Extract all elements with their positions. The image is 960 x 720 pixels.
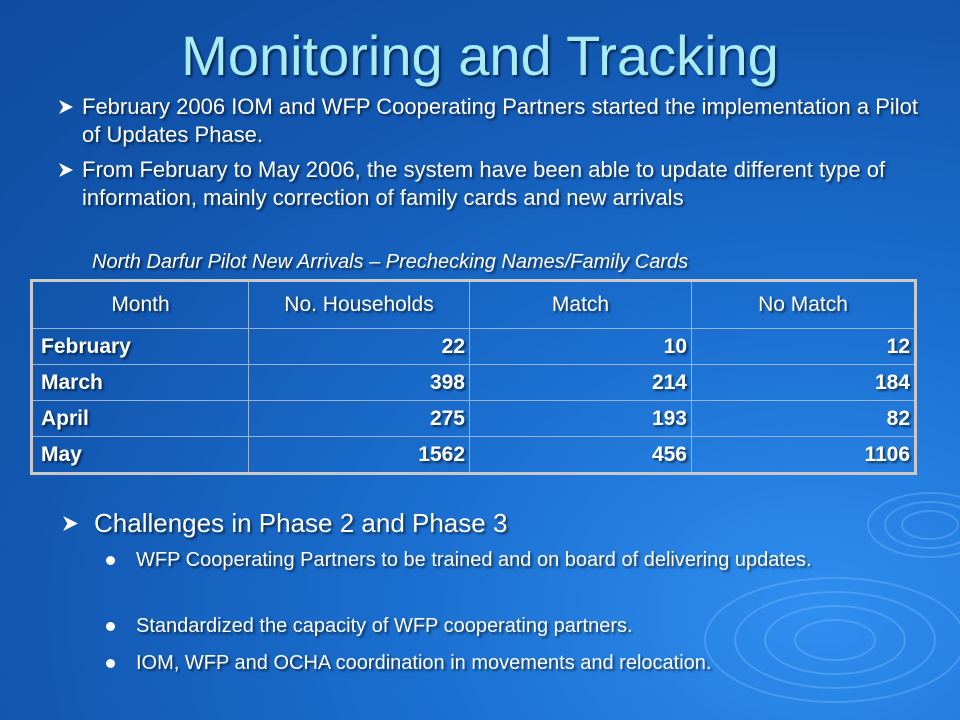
column-header: Month [32,281,249,329]
challenge-text: WFP Cooperating Partners to be trained and on board of delivering updates. [136,549,812,571]
bullet-update-period [58,156,918,212]
bullet-text: From February to May 2006, the system have been able to update different type of information, mainly correction of family cards and new arrivals [82,157,886,210]
column-header: Match [470,281,692,329]
arrivals-table [30,279,917,475]
challenge-text: IOM, WFP and OCHA coordination in movements and relocation. [136,652,712,674]
dot-bullet-icon [106,659,115,668]
slide-title: Monitoring and Tracking [181,24,779,87]
table-row [32,329,916,365]
month-cell: April [32,401,249,437]
bullet-text: February 2006 IOM and WFP Cooperating Partners started the implementation a Pilot of Updates Phase. [82,94,919,147]
match-cell: 10 [470,329,692,365]
challenge-item [106,611,876,641]
month-cell: May [32,437,249,474]
no-match-cell: 12 [692,329,916,365]
challenge-text: Standardized the capacity of WFP cooperating partners. [136,615,633,637]
households-cell: 398 [249,365,470,401]
challenge-item [106,648,876,678]
table-row [32,401,916,437]
households-cell: 1562 [249,437,470,474]
arrow-bullet-icon [62,515,79,532]
match-cell: 193 [470,401,692,437]
column-header: No. Households [249,281,470,329]
no-match-cell: 1106 [692,437,916,474]
table-caption: North Darfur Pilot New Arrivals – Prechecking Names/Family Cards [92,251,689,273]
match-cell: 456 [470,437,692,474]
challenges-heading-text: Challenges in Phase 2 and Phase 3 [94,508,508,538]
households-cell: 22 [249,329,470,365]
match-cell: 214 [470,365,692,401]
dot-bullet-icon [106,622,115,631]
dot-bullet-icon [106,556,115,565]
table-row [32,437,916,474]
arrow-bullet-icon [58,162,74,178]
table-header-row [32,281,916,329]
table-row [32,365,916,401]
no-match-cell: 82 [692,401,916,437]
households-cell: 275 [249,401,470,437]
month-cell: March [32,365,249,401]
no-match-cell: 184 [692,365,916,401]
arrow-bullet-icon [58,99,74,115]
challenges-heading [62,506,507,540]
month-cell: February [32,329,249,365]
column-header: No Match [692,281,916,329]
bullet-pilot-start [58,93,918,149]
challenge-item [106,545,876,575]
